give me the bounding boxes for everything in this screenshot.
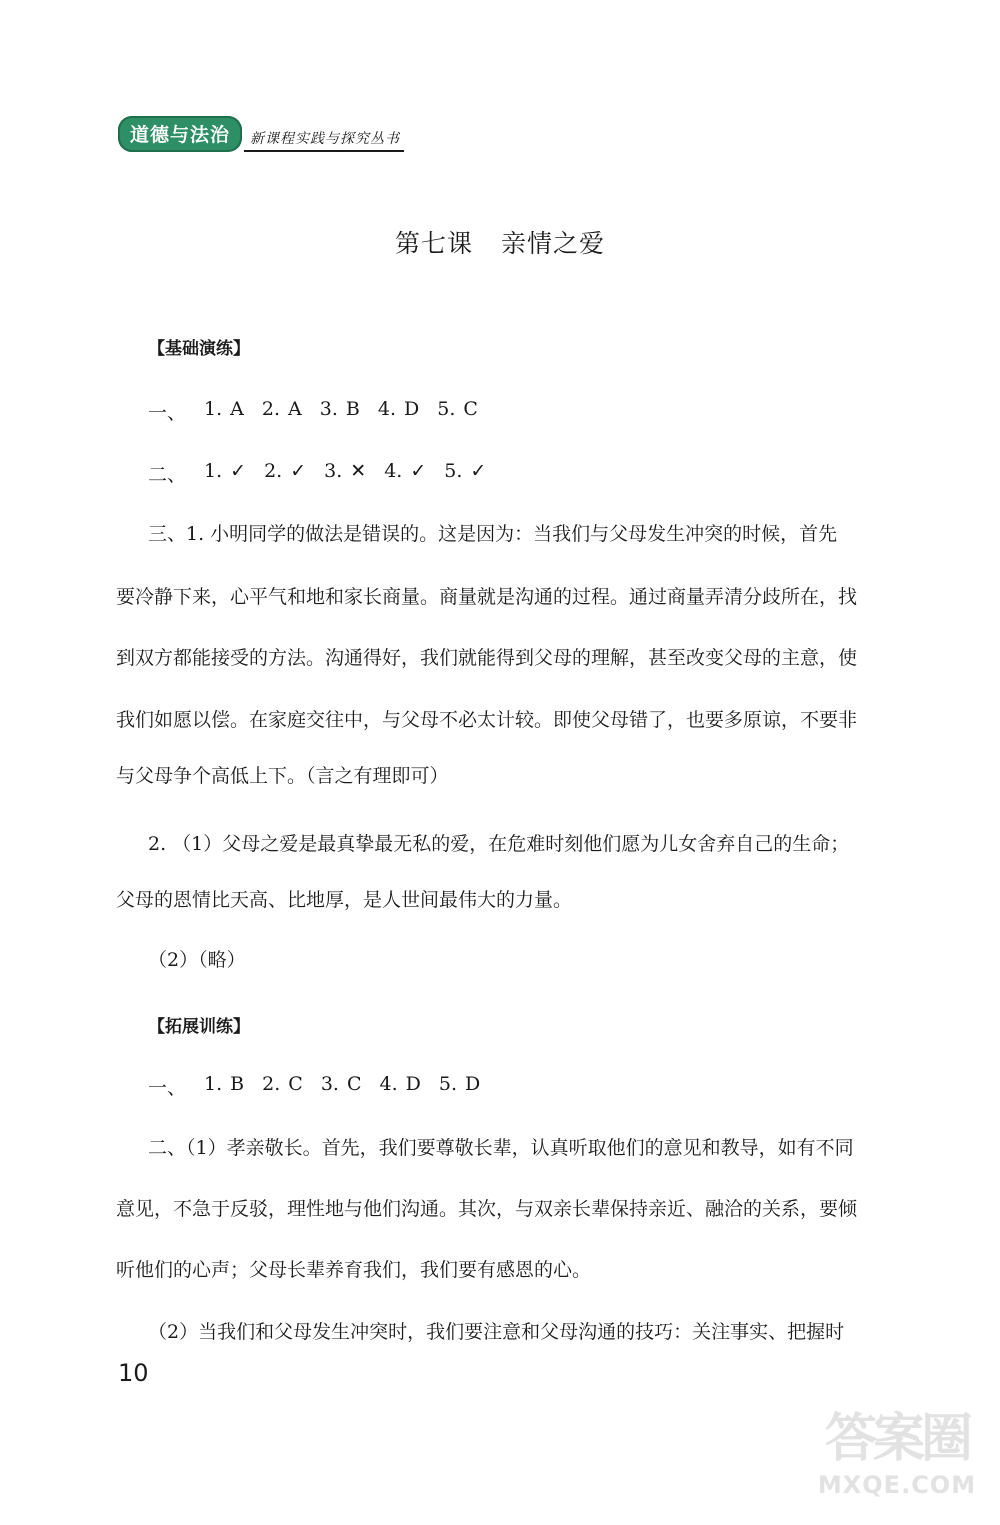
cross-mark-icon: ✕	[350, 460, 367, 482]
answer-value: D	[404, 398, 420, 420]
lesson-title	[0, 224, 1000, 260]
answer-prefix: 一、	[148, 402, 187, 424]
answer-num: 2.	[262, 1073, 281, 1095]
paragraph-line: 三、1. 小明同学的做法是错误的。这是因为：当我们与父母发生冲突的时候，首先	[148, 523, 838, 545]
answer-prefix: 二、	[148, 464, 187, 486]
answer-prefix: 一、	[148, 1077, 187, 1099]
answer-item	[439, 1073, 480, 1100]
answer-item	[321, 1073, 362, 1100]
answer-value: C	[346, 1073, 362, 1095]
answer-item	[380, 1073, 421, 1100]
section-heading-extended: 【拓展训练】	[148, 1017, 250, 1037]
answer-num: 3.	[319, 398, 338, 420]
section-heading-basic: 【基础演练】	[148, 339, 250, 359]
answer-num: 4.	[377, 398, 397, 420]
book-header	[118, 116, 404, 152]
answer-item	[204, 398, 244, 425]
answer-value: C	[288, 1073, 303, 1095]
answer-item	[378, 398, 419, 425]
paragraph-line: 我们如愿以偿。在家庭交往中，与父母不必太计较。即使父母错了，也要多原谅，不要非	[116, 709, 858, 731]
check-mark-icon: ✓	[410, 460, 427, 482]
answer-num: 3.	[320, 1073, 339, 1095]
paragraph-line: 意见，不急于反驳，理性地与他们沟通。其次，与双亲长辈保持亲近、融洽的关系，要倾	[116, 1198, 858, 1220]
answer-value: A	[288, 398, 302, 420]
answer-item	[384, 460, 426, 487]
check-mark-icon: ✓	[230, 460, 247, 482]
subject-badge: 道德与法治	[118, 116, 242, 152]
answer-num: 3.	[324, 460, 343, 482]
answer-num: 1.	[204, 1073, 223, 1095]
lesson-number: 第七课	[394, 229, 473, 258]
answer-item	[437, 398, 478, 425]
answer-row-extended-1	[148, 1073, 480, 1100]
lesson-name: 亲情之爱	[501, 229, 606, 258]
answer-value: D	[465, 1073, 481, 1095]
answer-item	[320, 398, 360, 425]
page-number: 10	[118, 1359, 149, 1387]
answer-item	[204, 1073, 244, 1100]
paragraph-line: 到双方都能接受的方法。沟通得好，我们就能得到父母的理解，甚至改变父母的主意，使	[116, 647, 858, 669]
series-title: 新课程实践与探究丛书	[244, 128, 404, 152]
answer-num: 4.	[379, 1073, 398, 1095]
answer-item	[264, 460, 306, 487]
answer-value: A	[230, 398, 244, 420]
answer-row-basic-2	[148, 460, 486, 487]
answer-row-basic-1	[148, 398, 478, 425]
watermark-site: MXQE.COM	[817, 1471, 977, 1499]
paragraph-line: 二、（1）孝亲敬长。首先，我们要尊敬长辈，认真听取他们的意见和教导，如有不同	[148, 1137, 854, 1159]
paragraph-line: （2）（略）	[148, 949, 246, 971]
check-mark-icon: ✓	[290, 460, 307, 482]
paragraph-line: 听他们的心声；父母长辈养育我们，我们要有感恩的心。	[116, 1259, 592, 1281]
answer-num: 5.	[437, 398, 456, 420]
answer-num: 5.	[438, 1073, 458, 1095]
paragraph-line: 2. （1）父母之爱是最真挚最无私的爱，在危难时刻他们愿为儿女舍弃自己的生命；	[148, 833, 850, 855]
answer-value: B	[230, 1073, 245, 1095]
paragraph-line: （2）当我们和父母发生冲突时，我们要注意和父母沟通的技巧：关注事实、把握时	[148, 1321, 845, 1343]
answer-value: C	[463, 398, 478, 420]
answer-value: D	[405, 1073, 421, 1095]
answer-num: 1.	[204, 398, 223, 420]
paragraph-line: 父母的恩情比天高、比地厚，是人世间最伟大的力量。	[116, 889, 573, 911]
watermark-chars: 答案圈	[824, 1409, 969, 1469]
check-mark-icon: ✓	[470, 460, 487, 482]
answer-item	[262, 1073, 303, 1100]
answer-item	[324, 460, 366, 487]
answer-item	[262, 398, 302, 425]
answer-num: 1.	[204, 460, 223, 482]
answer-num: 4.	[384, 460, 403, 482]
answer-value: B	[345, 398, 360, 420]
answer-item	[204, 460, 246, 487]
watermark-logo	[812, 1407, 982, 1517]
answer-item	[444, 460, 486, 487]
paragraph-line: 与父母争个高低上下。（言之有理即可）	[116, 765, 449, 787]
answer-num: 5.	[444, 460, 463, 482]
answer-num: 2.	[261, 398, 281, 420]
paragraph-line: 要冷静下来，心平气和地和家长商量。商量就是沟通的过程。通过商量弄清分歧所在，找	[116, 586, 858, 608]
answer-num: 2.	[264, 460, 283, 482]
